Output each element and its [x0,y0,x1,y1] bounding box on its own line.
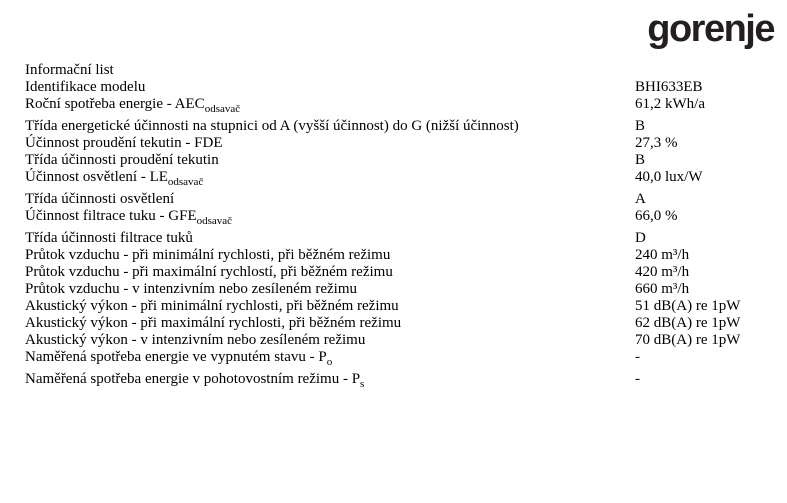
row-value: 62 dB(A) re 1pW [635,315,741,331]
row-label: Roční spotřeba energie - $AEC_{odsavač}$ [25,96,241,115]
row-value: 61,2 kWh/a [635,96,705,112]
row-value: - [635,349,640,365]
row-label: Akustický výkon - v intenzivním nebo zesíleném režimu [25,332,366,348]
row-label: Třída účinnosti osvětlení [25,191,175,207]
row-label: Třída energetické účinnosti na stupnici od A (vyšší účinnost) do G (nižší účinnost) [25,118,519,134]
row-value: BHI633EB [635,79,703,95]
table-row [25,96,777,118]
row-label-subscript: odsavač [196,215,233,227]
row-label-subscript: odsavač [204,103,241,115]
row-label: Účinnost proudění tekutin - FDE [25,135,223,151]
row-value: 66,0 % [635,208,678,224]
table-row [25,79,777,96]
row-value: B [635,118,646,134]
row-value: B [635,152,646,168]
row-label: Akustický výkon - při maximální rychlosti, při běžném režimu [25,315,402,331]
row-value: D [635,230,646,246]
gorenje-logo: gorenje [647,8,774,50]
row-value: 240 m³/h [635,247,690,263]
table-row [25,247,777,264]
table-row [25,135,777,152]
table-row [25,332,777,349]
row-label-subscript: s [360,378,365,390]
row-label: Naměřená spotřeba energie v pohotovostním režimu - $P_s$ [25,371,365,390]
row-label-subscript: odsavač [167,176,204,188]
table-row [25,169,777,191]
row-label: Průtok vzduchu - při minimální rychlosti, při běžném režimu [25,247,391,263]
row-label: Identifikace modelu [25,79,146,95]
table-row [25,118,777,135]
row-label: Informační list [25,62,114,78]
row-label: Průtok vzduchu - při maximální rychlostí, při běžném režimu [25,264,393,280]
row-value: 40,0 lux/W [635,169,703,185]
table-row [25,281,777,298]
row-label-subscript: o [326,356,333,368]
row-label: Třída účinnosti filtrace tuků [25,230,193,246]
table-row [25,371,777,393]
row-value: 660 m³/h [635,281,690,297]
document-title-row [25,62,777,79]
table-row [25,152,777,169]
row-label: Účinnost osvětlení - $LE_{odsavač}$ [25,169,204,188]
table-row [25,264,777,281]
row-label: Akustický výkon - při minimální rychlosti, při běžném režimu [25,298,399,314]
table-row [25,230,777,247]
row-value: - [635,371,640,387]
row-value: 51 dB(A) re 1pW [635,298,741,314]
product-info-table [25,62,777,393]
table-row [25,191,777,208]
row-label: Třída účinnosti proudění tekutin [25,152,219,168]
row-value: 70 dB(A) re 1pW [635,332,741,348]
row-value: 420 m³/h [635,264,690,280]
row-label: Naměřená spotřeba energie ve vypnutém stavu - $P_o$ [25,349,333,368]
table-row [25,315,777,332]
row-value: A [635,191,646,207]
row-value: 27,3 % [635,135,678,151]
row-label: Účinnost filtrace tuku - $GFE_{odsavač}$ [25,208,233,227]
table-row [25,349,777,371]
row-label: Průtok vzduchu - v intenzivním nebo zesíleném režimu [25,281,357,297]
table-row [25,208,777,230]
table-row [25,298,777,315]
